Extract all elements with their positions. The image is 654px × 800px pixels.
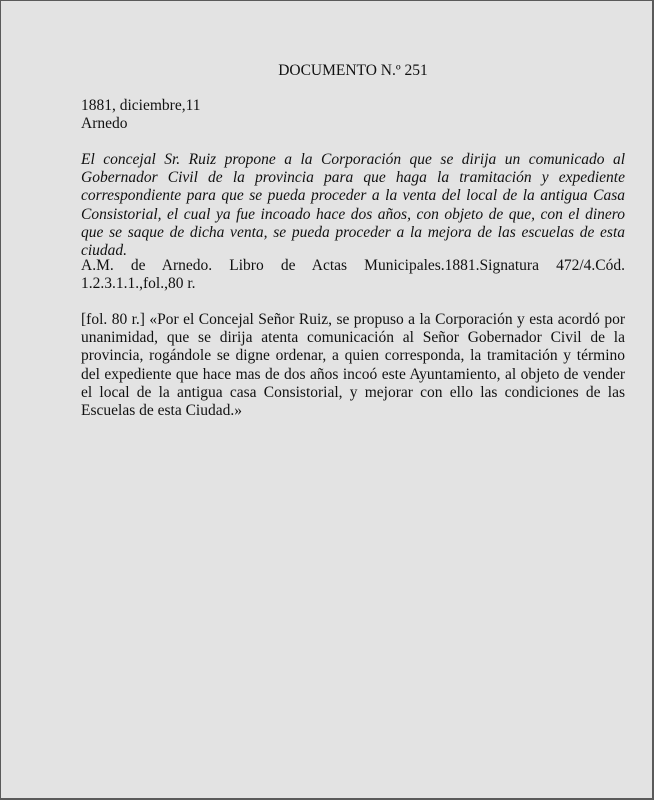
document-place: Arnedo [81, 115, 128, 133]
date-place-block [81, 97, 625, 133]
document-title: DOCUMENTO N.º 251 [278, 62, 428, 79]
archival-source: A.M. de Arnedo. Libro de Actas Municipales.1881.Signatura 472/4.Cód. 1.2.3.1.1.,fol.,80 r. [81, 257, 625, 293]
document-transcription: [fol. 80 r.] «Por el Concejal Señor Ruiz, se propuso a la Corporación y esta acordó por unanimidad, que se dirija atenta comunicación al Señor Gobernador Civil de la provincia, rogándole se digne ordenar, a quien corresponda, la tramitación y término del expediente que hace mas de dos años incoó este Ayuntamiento, al objeto de vender el local de la antigua casa Consistorial, y mejorar con ello las condiciones de las Escuelas de esta Ciudad.» [81, 311, 625, 420]
document-summary: El concejal Sr. Ruiz propone a la Corporación que se dirija un comunicado al Gobernador Civil de la provincia para que haga la tramitación y expediente correspondiente para que se pueda proceder a la venta del local de la antigua Casa Consistorial, el cual ya fue incoado hace dos años, con objeto de que, con el dinero que se saque de dicha venta, se pueda proceder a la mejora de las escuelas de esta ciudad. [81, 151, 625, 260]
document-date: 1881, diciembre,11 [81, 97, 201, 114]
